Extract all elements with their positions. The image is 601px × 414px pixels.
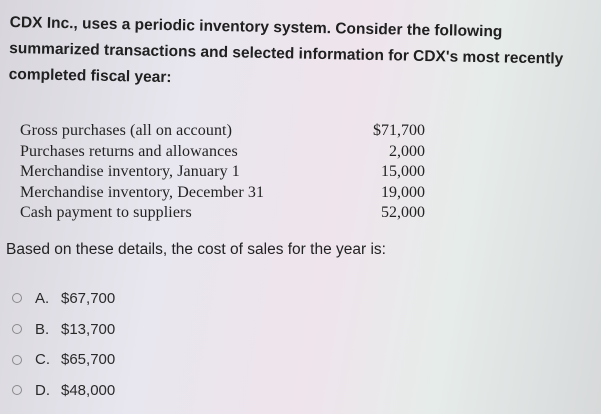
option-letter: D.	[35, 381, 50, 399]
table-row	[20, 183, 425, 204]
table-row	[20, 162, 425, 183]
table-row	[20, 142, 425, 163]
radio-button[interactable]	[12, 355, 22, 365]
row-label: Gross purchases (all on account)	[20, 122, 233, 139]
radio-button[interactable]	[12, 324, 22, 334]
transactions-table	[20, 121, 425, 224]
table-row	[20, 121, 425, 142]
row-value: 52,000	[381, 204, 425, 222]
option-c[interactable]	[12, 344, 115, 375]
option-text: $48,000	[61, 381, 116, 399]
option-text: $65,700	[61, 351, 116, 369]
row-value: $71,700	[373, 122, 425, 139]
row-label: Purchases returns and allowances	[20, 142, 238, 160]
prompt-text: Based on these details, the cost of sales for the year is:	[6, 241, 386, 258]
option-text: $13,700	[61, 320, 116, 338]
question-text: CDX Inc., uses a periodic inventory system. Consider the following summarized transactions and selected information for CDX's most recently completed fiscal year:	[8, 13, 564, 87]
option-text: $67,700	[61, 289, 116, 307]
option-letter: C.	[35, 351, 50, 369]
row-label: Cash payment to suppliers	[20, 204, 192, 222]
row-label: Merchandise inventory, December 31	[20, 183, 265, 201]
option-letter: A.	[35, 289, 50, 307]
row-value: 19,000	[381, 183, 425, 201]
row-value: 15,000	[381, 163, 425, 181]
radio-button[interactable]	[12, 385, 22, 395]
option-b[interactable]	[12, 314, 115, 345]
table-row	[20, 203, 425, 224]
answer-options	[12, 283, 115, 406]
row-value: 2,000	[389, 142, 425, 160]
radio-button[interactable]	[12, 293, 22, 303]
row-label: Merchandise inventory, January 1	[20, 163, 240, 181]
option-d[interactable]	[12, 375, 115, 406]
option-letter: B.	[35, 320, 50, 338]
option-a[interactable]	[12, 283, 115, 314]
